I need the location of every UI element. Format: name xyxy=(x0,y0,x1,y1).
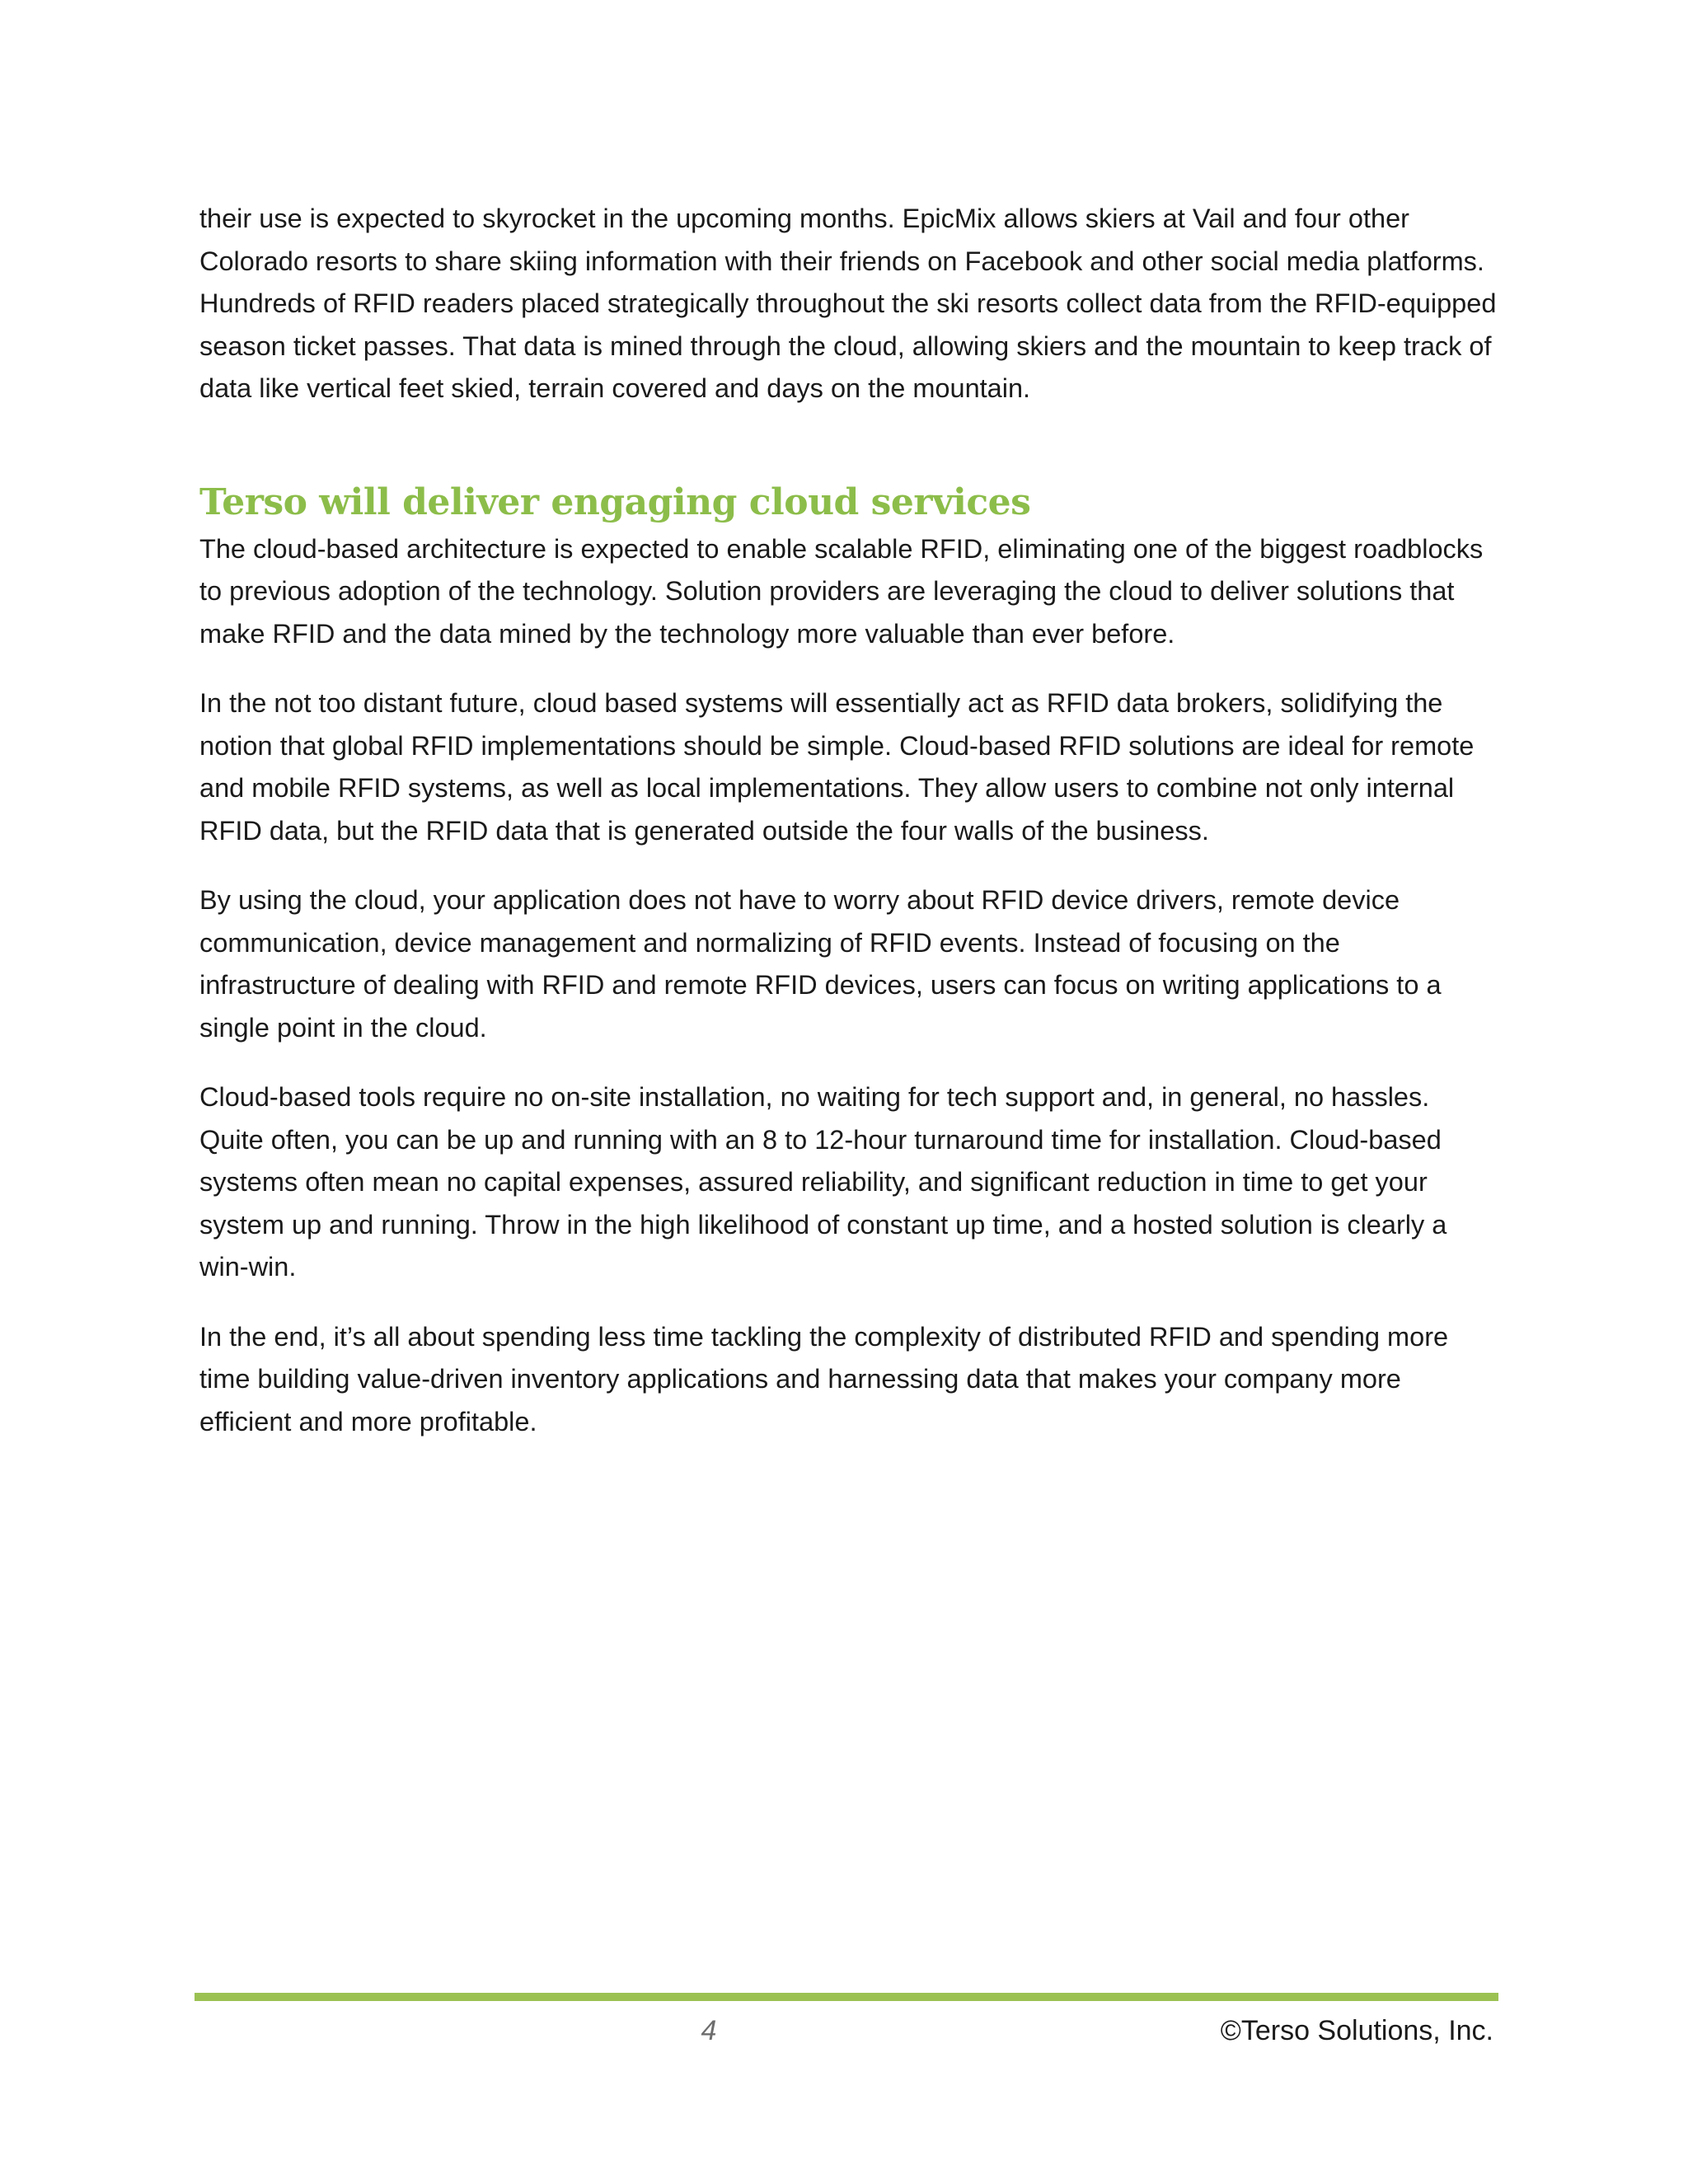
body-paragraph-5: In the end, it’s all about spending less time tackling the complexity of distributed RFID and spending more time building value-driven inventory applications and harnessing data that makes your company more efficient and more profitable. xyxy=(199,1321,1449,1436)
footer-rule xyxy=(195,1993,1498,2001)
body-paragraph-4: Cloud-based tools require no on-site installation, no waiting for tech support and, in general, no hassles. Quite often, you can be up and running with an 8 to 12-hour turnaround time for installation. Cloud-based systems often mean no capital expenses, assured reliability, and significant reduction in time to get your system up and running. Throw in the high likelihood of constant up time, and a hosted solution is clearly a win-win. xyxy=(199,1082,1447,1282)
page-number: 4 xyxy=(701,2015,717,2046)
page-content xyxy=(199,198,1500,1470)
footer-copyright: ©Terso Solutions, Inc. xyxy=(1220,2015,1493,2046)
body-paragraph-3: By using the cloud, your application does not have to worry about RFID device drivers, remote device communication, device management and normalizing of RFID events. Instead of focusing on the infrastructure of dealing with RFID and remote RFID devices, users can focus on writing applications to a single point in the cloud. xyxy=(199,885,1442,1043)
body-paragraph-2: In the not too distant future, cloud based systems will essentially act as RFID data brokers, solidifying the notion that global RFID implementations should be simple. Cloud-based RFID solutions are ideal for remote and mobile RFID systems, as well as local implementations. They allow users to combine not only internal RFID data, but the RFID data that is generated outside the four walls of the business. xyxy=(199,688,1475,846)
intro-paragraph: their use is expected to skyrocket in the upcoming months. EpicMix allows skiers at Vail and four other Colorado resorts to share skiing information with their friends on Facebook and other social media platforms. Hundreds of RFID readers placed strategically throughout the ski resorts collect data from the RFID-equipped season ticket passes. That data is mined through the cloud, allowing skiers and the mountain to keep track of data like vertical feet skied, terrain covered and days on the mountain. xyxy=(199,204,1497,403)
body-paragraph-1: The cloud-based architecture is expected to enable scalable RFID, eliminating one of the biggest roadblocks to previous adoption of the technology. Solution providers are leveraging the cloud to deliver solutions that make RFID and the data mined by the technology more valuable than ever before. xyxy=(199,533,1484,649)
section-heading: Terso will deliver engaging cloud services xyxy=(199,480,1031,523)
